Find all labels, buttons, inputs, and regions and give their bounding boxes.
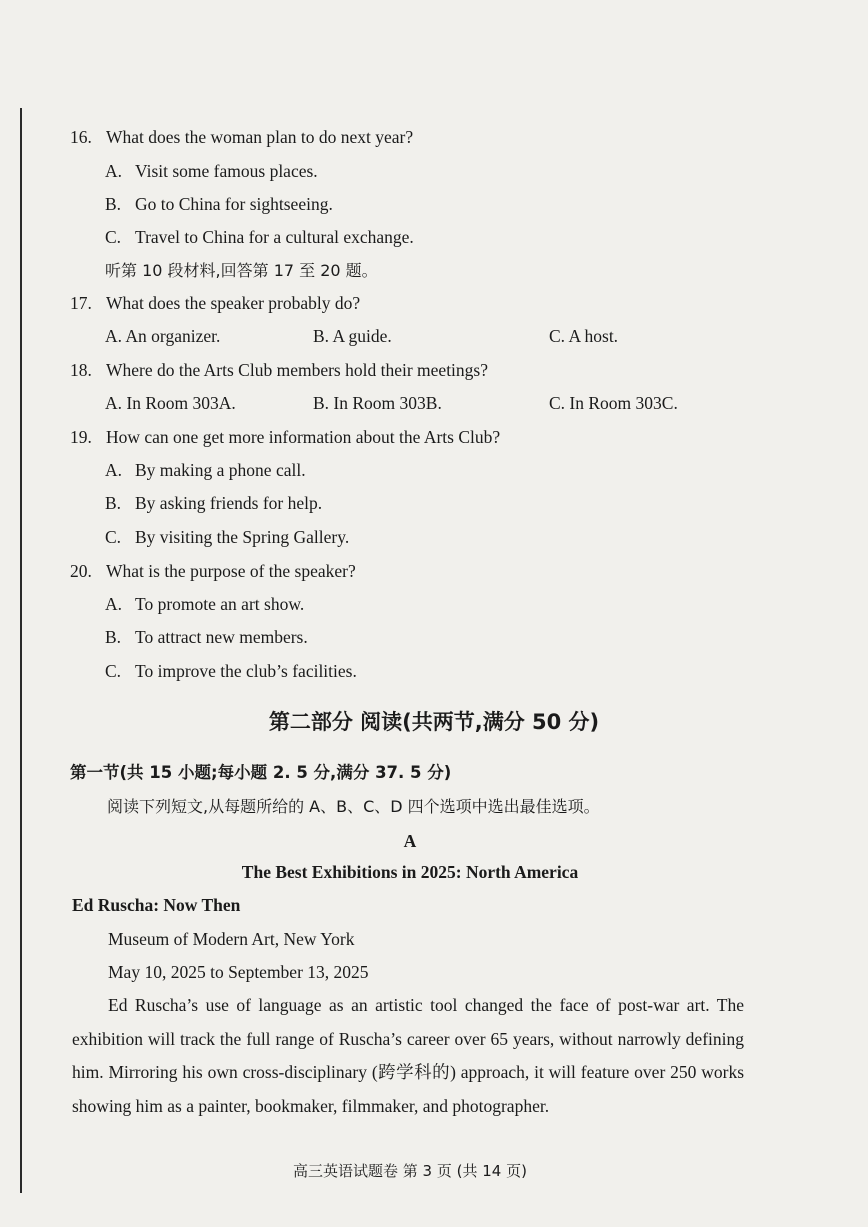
option-letter: A. — [105, 161, 123, 181]
passage-letter: A — [403, 831, 417, 851]
option-c — [105, 526, 349, 548]
question-20 — [70, 560, 356, 582]
question-text: How can one get more information about the Arts Club? — [106, 427, 501, 447]
option-a — [105, 160, 318, 182]
option-text: By visiting the Spring Gallery. — [135, 527, 350, 547]
option-letter: C. — [105, 527, 122, 547]
question-17 — [70, 292, 360, 314]
option-text: To promote an art show. — [135, 594, 305, 614]
option-b: B. A guide. — [313, 326, 392, 346]
option-text: By making a phone call. — [135, 460, 306, 480]
question-text: What does the woman plan to do next year? — [106, 127, 414, 147]
question-number: 20. — [70, 561, 92, 581]
passage-title: The Best Exhibitions in 2025: North America — [241, 862, 579, 882]
option-c: C. In Room 303C. — [549, 393, 678, 413]
reading-instruction: 阅读下列短文,从每题所给的 A、B、C、D 四个选项中选出最佳选项。 — [107, 797, 600, 816]
question-number: 16. — [70, 127, 92, 147]
option-text: By asking friends for help. — [135, 493, 323, 513]
option-letter: C. — [105, 227, 122, 247]
option-letter: A. — [105, 460, 123, 480]
question-number: 19. — [70, 427, 92, 447]
option-text: Travel to China for a cultural exchange. — [135, 227, 414, 247]
question-number: 18. — [70, 360, 92, 380]
question-19 — [70, 426, 500, 448]
exhibit-venue: Museum of Modern Art, New York — [108, 929, 355, 949]
option-letter: B. — [105, 627, 122, 647]
option-b — [105, 492, 322, 514]
section-one-heading: 第一节(共 15 小题;每小题 2. 5 分,满分 37. 5 分) — [70, 763, 452, 782]
option-c — [105, 660, 357, 682]
option-text: Visit some famous places. — [135, 161, 318, 181]
question-number: 17. — [70, 293, 92, 313]
option-a — [105, 459, 306, 481]
listening-instruction: 听第 10 段材料,回答第 17 至 20 题。 — [105, 261, 378, 280]
option-text: To improve the club’s facilities. — [135, 661, 357, 681]
option-text: To attract new members. — [135, 627, 308, 647]
question-18 — [70, 359, 488, 381]
exhibit-description: Ed Ruscha’s use of language as an artistic tool changed the face of post-war art. The exhibition will track the full range of Ruscha’s career over 65 years, without narrowly defining him. Mirroring his own cross-disciplinary (跨学科的) approach, it will feature over 250 works showing him as a painter, bookmaker, filmmaker, and photographer. — [72, 995, 744, 1116]
option-b — [105, 193, 333, 215]
option-letter: B. — [105, 493, 122, 513]
question-text: Where do the Arts Club members hold their meetings? — [106, 360, 488, 380]
option-b: B. In Room 303B. — [313, 393, 442, 413]
margin-rule — [20, 108, 22, 1193]
option-c — [105, 226, 414, 248]
question-text: What is the purpose of the speaker? — [106, 561, 356, 581]
question-text: What does the speaker probably do? — [106, 293, 361, 313]
exhibit-name: Ed Ruscha: Now Then — [72, 895, 241, 915]
option-a: A. An organizer. — [105, 326, 221, 346]
question-16 — [70, 126, 413, 148]
option-a — [105, 593, 304, 615]
option-a: A. In Room 303A. — [105, 393, 236, 413]
option-c: C. A host. — [549, 326, 619, 346]
page-footer: 高三英语试题卷 第 3 页 (共 14 页) — [293, 1162, 527, 1180]
option-letter: B. — [105, 194, 122, 214]
option-text: Go to China for sightseeing. — [135, 194, 333, 214]
option-letter: A. — [105, 594, 123, 614]
option-b — [105, 626, 308, 648]
part-two-title: 第二部分 阅读(共两节,满分 50 分) — [268, 710, 600, 734]
exhibit-dates: May 10, 2025 to September 13, 2025 — [108, 962, 369, 982]
option-letter: C. — [105, 661, 122, 681]
